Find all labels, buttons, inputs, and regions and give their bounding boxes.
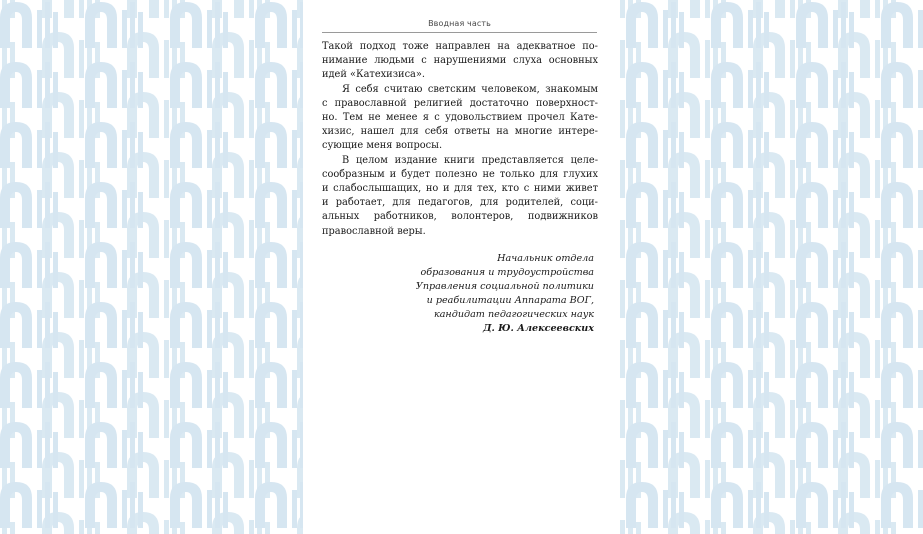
text-line: с православной религией достаточно поверхност- [322, 97, 598, 109]
signature-line: и реабилитации Аппарата ВОГ, [426, 295, 594, 307]
text-line: Такой подход тоже направлен на адекватное по- [322, 41, 598, 52]
document-page [303, 0, 620, 534]
signature-line: Начальник отдела [497, 253, 594, 264]
running-header: Вводная часть [428, 19, 491, 28]
text-line: В целом издание книги представляется целе- [342, 154, 598, 166]
text-line: православной веры. [322, 225, 426, 237]
signature-author-name: Д. Ю. Алексеевских [482, 323, 594, 335]
text-line: и слабослышащих, но и для тех, кто с ними живет [322, 183, 598, 195]
hand-logo-icon-pattern [0, 0, 303, 534]
signature-block [334, 252, 594, 337]
right-pattern-panel [620, 0, 923, 534]
text-line: сообразным и будет полезно не только для глухих [322, 168, 598, 180]
header-rule [322, 32, 597, 33]
signature-line: Управления социальной политики [415, 281, 594, 293]
text-line: идей «Катехизиса». [322, 69, 426, 81]
text-line: альных работников, волонтеров, подвижников [322, 211, 598, 223]
signature-line: образования и трудоустройства [420, 267, 594, 279]
text-line: и работает, для педагогов, для родителей, соци- [322, 197, 598, 209]
body-text [322, 40, 598, 239]
text-line: Я себя считаю светским человеком, знакомым [342, 83, 598, 95]
text-line: но. Тем не менее я с удовольствием прочел Кате- [322, 112, 598, 124]
signature-line: кандидат педагогических наук [433, 309, 594, 321]
hand-logo-icon-pattern [620, 0, 923, 534]
text-line: сующие меня вопросы. [322, 140, 443, 152]
text-line: хизис, нашел для себя ответы на многие интере- [322, 126, 598, 138]
left-pattern-panel [0, 0, 303, 534]
text-line: нимание людьми с нарушениями слуха основных [322, 55, 598, 67]
